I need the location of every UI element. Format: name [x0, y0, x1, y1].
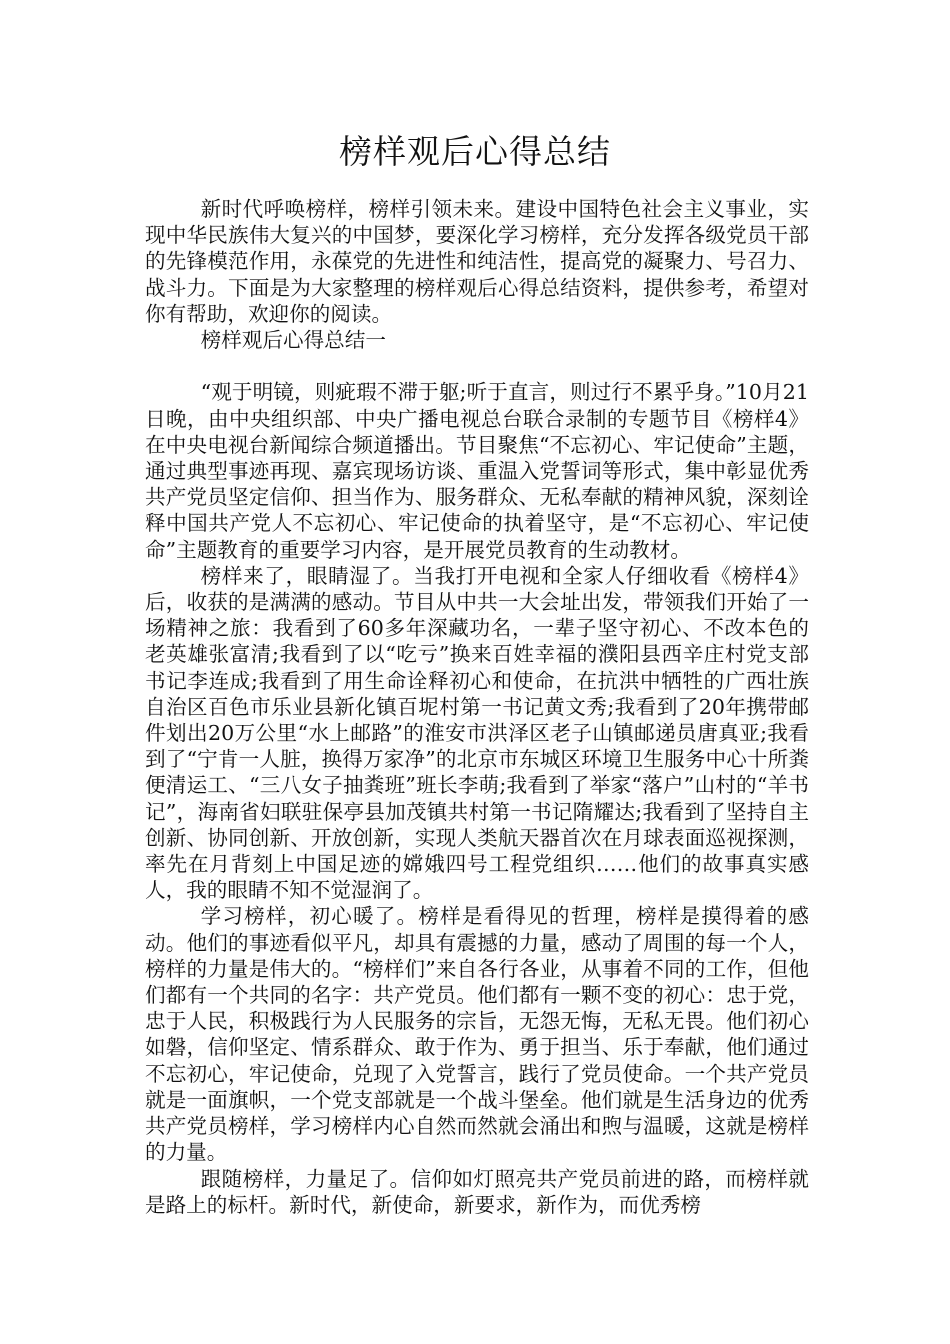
- document-title: 榜样观后心得总结: [339, 132, 611, 171]
- intro-paragraph: 新时代呼唤榜样，榜样引领未来。建设中国特色社会主义事业，实现中华民族伟大复兴的中国梦，要深化学习榜样，充分发挥各级党员干部的先锋模范作用，永葆党的先进性和纯洁性，提高党的凝聚力、号召力、战斗力。下面是为大家整理的榜样观后心得总结资料，提供参考，希望对你有帮助，欢迎你的阅读。: [145, 197, 809, 326]
- section-heading: 榜样观后心得总结一: [200, 328, 386, 353]
- body-paragraph-1: “观于明镜，则疵瑕不滞于躯;听于直言，则过行不累乎身。”10月21日晚，由中央组织部、中央广播电视总台联合录制的专题节目《榜样4》在中央电视台新闻综合频道播出。节目聚焦“不忘初心、牢记使命”主题，通过典型事迹再现、嘉宾现场访谈、重温入党誓词等形式，集中彰显优秀共产党员坚定信仰、担当作为、服务群众、无私奉献的精神风貌，深刻诠释中国共产党人不忘初心、牢记使命的执着坚守，是“不忘初心、牢记使命”主题教育的重要学习内容，是开展党员教育的生动教材。: [145, 380, 809, 562]
- body-paragraph-2: 榜样来了，眼睛湿了。当我打开电视和全家人仔细收看《榜样4》后，收获的是满满的感动。节目从中共一大会址出发，带领我们开始了一场精神之旅：我看到了60多年深藏功名，一辈子坚守初心、不改本色的老英雄张富清;我看到了以“吃亏”换来百姓幸福的濮阳县西辛庄村党支部书记李连成;我看到了用生命诠释初心和使命，在抗洪中牺牲的广西壮族自治区百色市乐业县新化镇百坭村第一书记黄文秀;我看到了20年携带邮件划出20万公里“水上邮路”的淮安市洪泽区老子山镇邮递员唐真亚;我看到了“宁肯一人脏，换得万家净”的北京市东城区环境卫生服务中心十所粪便清运工、“三八女子抽粪班”班长李萌;我看到了举家“落户”山村的“羊书记”，海南省妇联驻保亭县加茂镇共村第一书记隋耀达;我看到了坚持自主创新、协同创新、开放创新，实现人类航天器首次在月球表面巡视探测，率先在月背刻上中国足迹的嫦娥四号工程党组织……他们的故事真实感人，我的眼睛不知不觉湿润了。: [145, 563, 809, 903]
- body-paragraph-4: 跟随榜样，力量足了。信仰如灯照亮共产党员前进的路，而榜样就是路上的标杆。新时代，新使命，新要求，新作为，而优秀榜: [145, 1166, 809, 1217]
- blank-line: [145, 353, 809, 379]
- document-body: [145, 196, 809, 1218]
- body-paragraph-3: 学习榜样，初心暖了。榜样是看得见的哲理，榜样是摸得着的感动。他们的事迹看似平凡，却具有震撼的力量，感动了周围的每一个人，榜样的力量是伟大的。“榜样们”来自各行各业，从事着不同的工作，但他们都有一个共同的名字：共产党员。他们都有一颗不变的初心：忠于党，忠于人民，积极践行为人民服务的宗旨，无怨无悔，无私无畏。他们初心如磐，信仰坚定、情系群众、敢于作为、勇于担当、乐于奉献，他们通过不忘初心，牢记使命，兑现了入党誓言，践行了党员使命。一个共产党员就是一面旗帜，一个党支部就是一个战斗堡垒。他们就是生活身边的优秀共产党员榜样，学习榜样内心自然而然就会涌出和煦与温暖，这就是榜样的力量。: [145, 904, 809, 1165]
